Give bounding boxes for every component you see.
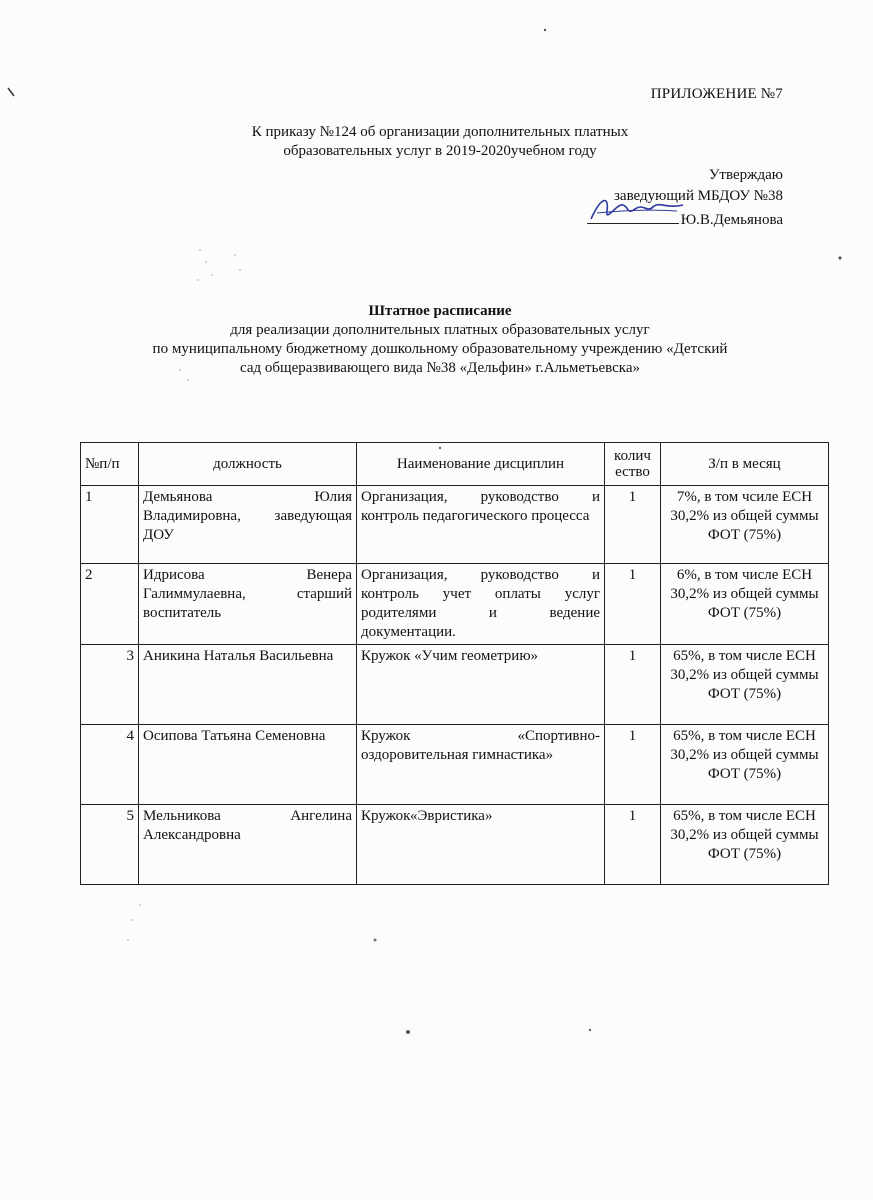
order-line-2: образовательных услуг в 2019-2020учебном году [283, 143, 597, 159]
row-salary: 7%, в том чсиле ЕСН 30,2% из общей суммы ФОТ (75%) [661, 486, 829, 564]
row-position: Демьянова Юлия Владимировна, заведующая ДОУ [139, 486, 357, 564]
row-salary: 65%, в том числе ЕСН 30,2% из общей суммы ФОТ (75%) [661, 645, 829, 725]
approver-signature-line [587, 207, 783, 231]
appendix-number: ПРИЛОЖЕНИЕ №7 [650, 86, 783, 102]
approver-position: заведующий МБДОУ №38 [613, 188, 783, 204]
table-row [81, 564, 829, 645]
order-reference [160, 123, 720, 161]
row-num: 1 [81, 486, 139, 564]
row-qty: 1 [605, 805, 661, 885]
table-row [81, 805, 829, 885]
header-discipline: Наименование дисциплин [357, 443, 605, 486]
row-discipline: Организация, руководство и контроль педагогического процесса [357, 486, 605, 564]
table-header-row [81, 443, 829, 486]
row-num: 3 [81, 645, 139, 725]
document-title-block [90, 302, 790, 378]
row-qty: 1 [605, 645, 661, 725]
header-num: №п/п [81, 443, 139, 486]
row-salary: 65%, в том числе ЕСН 30,2% из общей суммы ФОТ (75%) [661, 725, 829, 805]
order-line-1: К приказу №124 об организации дополнительных платных [251, 124, 629, 140]
row-qty: 1 [605, 486, 661, 564]
row-salary: 65%, в том числе ЕСН 30,2% из общей суммы ФОТ (75%) [661, 805, 829, 885]
title-line-2: по муниципальному бюджетному дошкольному образовательному учреждению «Детский [152, 341, 728, 357]
title-line-1: для реализации дополнительных платных образовательных услуг [230, 322, 650, 338]
row-discipline: Кружок «Учим геометрию» [357, 645, 605, 725]
row-num: 2 [81, 564, 139, 645]
approval-word: Утверждаю [708, 167, 783, 183]
document-title: Штатное расписание [368, 303, 512, 319]
handwritten-signature-icon [587, 193, 687, 225]
staff-table [80, 442, 829, 885]
row-position: Идрисова Венера Галиммулаевна, старший воспитатель [139, 564, 357, 645]
table-row [81, 645, 829, 725]
row-discipline: Кружок«Эвристика» [357, 805, 605, 885]
row-qty: 1 [605, 725, 661, 805]
approver-name: Ю.В.Демьянова [680, 212, 783, 228]
row-num: 4 [81, 725, 139, 805]
row-position: Осипова Татьяна Семеновна [139, 725, 357, 805]
row-qty: 1 [605, 564, 661, 645]
table-row [81, 486, 829, 564]
signature [587, 207, 679, 224]
row-discipline: Кружок «Спортивно-оздоровительная гимнастика» [357, 725, 605, 805]
approval-block [587, 165, 783, 231]
header-salary: З/п в месяц [661, 443, 829, 486]
row-salary: 6%, в том числе ЕСН 30,2% из общей суммы ФОТ (75%) [661, 564, 829, 645]
row-discipline: Организация, руководство и контроль учет оплаты услуг родителями и ведение документации. [357, 564, 605, 645]
table-row [81, 725, 829, 805]
header-position: должность [139, 443, 357, 486]
row-position: Аникина Наталья Васильевна [139, 645, 357, 725]
title-line-3: сад общеразвивающего вида №38 «Дельфин» г.Альметьевска» [240, 360, 640, 376]
row-num: 5 [81, 805, 139, 885]
header-qty: колич ество [605, 443, 661, 486]
row-position: Мельникова Ангелина Александровна [139, 805, 357, 885]
